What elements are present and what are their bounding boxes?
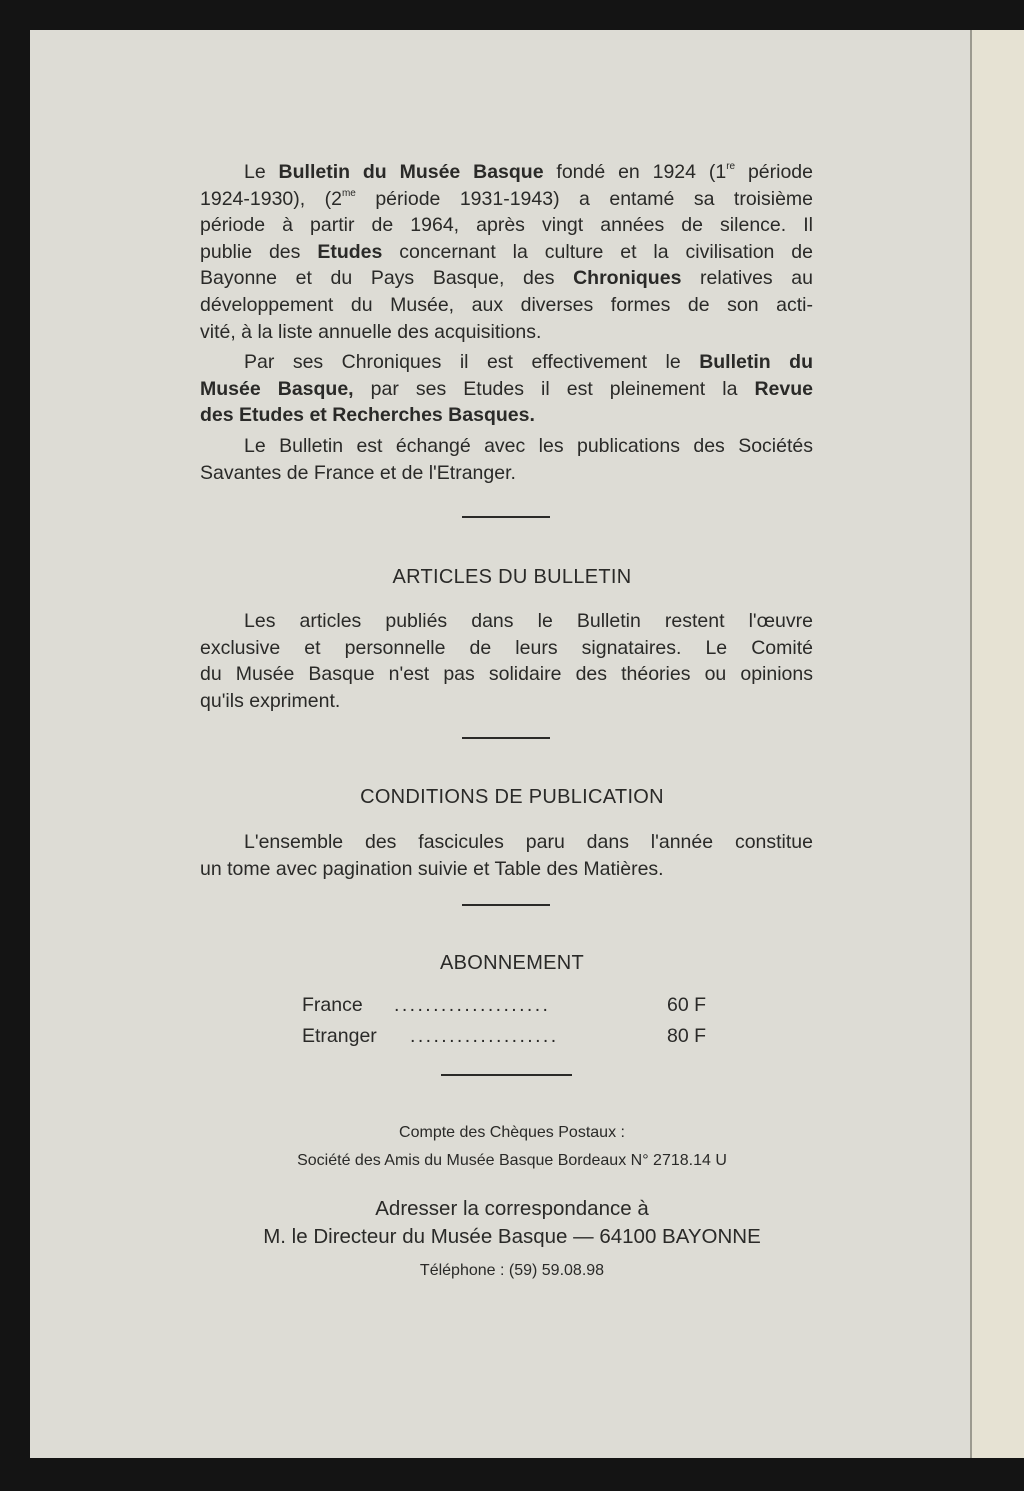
divider <box>462 904 550 906</box>
text-line <box>200 349 813 376</box>
exchange-paragraph <box>200 433 813 486</box>
text-line <box>200 212 813 239</box>
text-segment: publie des <box>200 240 318 263</box>
text-segment: Bayonne et du Pays Basque, des <box>200 267 574 290</box>
text-line <box>200 376 813 403</box>
text-line <box>200 829 813 856</box>
bold-text: Bulletin du Musée Basque <box>278 161 544 183</box>
text-segment: exclusive et personnelle de leurs signataires. Le Comité <box>200 636 813 659</box>
text-line <box>200 239 813 266</box>
text-segment: relatives au <box>681 267 813 290</box>
text-line <box>200 856 813 883</box>
text-segment: Savantes de France et de l'Etranger. <box>200 461 516 484</box>
text-line <box>200 265 813 292</box>
conditions-paragraph <box>200 829 813 882</box>
text-segment: concernant la culture et la civilisation de <box>382 240 814 263</box>
text-line <box>200 319 813 346</box>
address: M. le Directeur du Musée Basque — 64100 BAYONNE <box>263 1225 761 1248</box>
text-segment: L'ensemble des fascicules paru dans l'année constitue <box>244 831 813 853</box>
bold-text: Musée Basque, <box>200 377 354 400</box>
text-segment: fondé en 1924 (1 <box>543 161 727 183</box>
conditions-heading: CONDITIONS DE PUBLICATION <box>360 786 664 808</box>
chronicles-paragraph <box>200 349 813 429</box>
text-line <box>200 186 813 213</box>
postal-title: Compte des Chèques Postaux : <box>399 1124 625 1141</box>
abonnement-heading: ABONNEMENT <box>439 952 585 974</box>
text-segment: vité, à la liste annuelle des acquisitions. <box>200 320 542 343</box>
text-segment: Les articles publiés dans le Bulletin restent l'œuvre <box>244 610 813 632</box>
text-segment: re <box>726 161 736 172</box>
text-segment: période 1931-1943) a entamé sa troisième <box>355 187 814 210</box>
text-segment: Par ses Chroniques il est effectivement le <box>244 351 700 373</box>
text-segment: du Musée Basque n'est pas solidaire des théories ou opinions <box>200 663 813 686</box>
text-line <box>200 433 813 460</box>
text-line <box>200 159 813 186</box>
text-line <box>200 608 813 635</box>
postal-account: Société des Amis du Musée Basque Bordeaux N° 2718.14 U <box>297 1152 727 1169</box>
bold-text: Etudes <box>317 240 383 263</box>
text-segment: 1924-1930), (2 <box>200 187 342 210</box>
bold-text: des Etudes et Recherches Basques. <box>200 404 535 427</box>
text-line <box>200 402 813 429</box>
address-intro: Adresser la correspondance à <box>375 1197 649 1220</box>
leader-dots: ................... <box>410 1025 559 1047</box>
bold-text: Bulletin du <box>699 351 813 373</box>
text-segment: me <box>341 187 356 199</box>
text-line <box>200 635 813 662</box>
divider <box>462 737 550 739</box>
bold-text: Revue <box>754 377 813 400</box>
text-segment: par ses Etudes il est pleinement la <box>353 377 755 400</box>
text-line <box>200 661 813 688</box>
subscription-price: 80 F <box>667 1025 707 1047</box>
bold-text: Chroniques <box>573 267 682 290</box>
articles-paragraph <box>200 608 813 714</box>
text-segment: qu'ils expriment. <box>200 689 341 712</box>
leader-dots: .................... <box>394 994 551 1016</box>
text-segment: Le <box>244 161 279 183</box>
text-line <box>200 292 813 319</box>
text-segment: période à partir de 1964, après vingt années de silence. Il <box>200 214 813 237</box>
text-segment: Le Bulletin est échangé avec les publications des Sociétés <box>244 435 813 457</box>
subscription-label: France <box>302 994 363 1016</box>
text-segment: un tome avec pagination suivie et Table des Matières. <box>200 857 664 880</box>
subscription-price: 60 F <box>667 994 707 1016</box>
intro-paragraph <box>200 159 813 345</box>
divider <box>462 516 550 518</box>
phone: Téléphone : (59) 59.08.98 <box>419 1262 605 1279</box>
text-line <box>200 460 813 487</box>
text-segment: période <box>735 161 813 183</box>
subscription-label: Etranger <box>302 1025 377 1047</box>
divider <box>441 1074 572 1076</box>
text-segment: développement du Musée, aux diverses formes de son acti- <box>200 293 813 316</box>
articles-heading: ARTICLES DU BULLETIN <box>392 566 632 588</box>
text-line <box>200 688 813 715</box>
